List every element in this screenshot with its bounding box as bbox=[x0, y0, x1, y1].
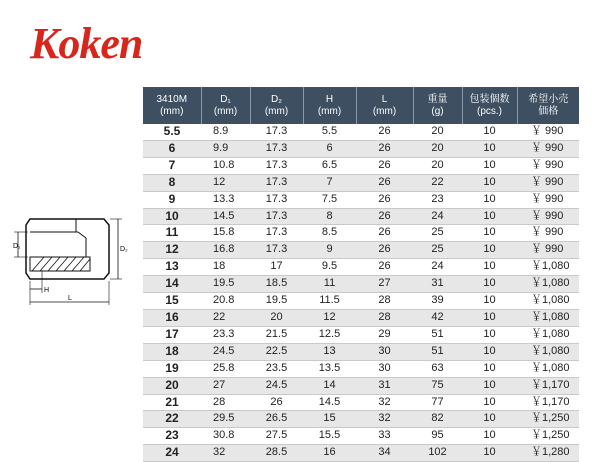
cell-d2: 27.5 bbox=[250, 428, 303, 445]
cell-d2: 21.5 bbox=[250, 326, 303, 343]
cell-price: ￥ 990 bbox=[517, 242, 579, 259]
cell-d2: 22.5 bbox=[250, 343, 303, 360]
cell-d1: 8.9 bbox=[201, 124, 250, 140]
table-row bbox=[143, 360, 579, 377]
cell-l: 32 bbox=[356, 411, 413, 428]
cell-weight: 82 bbox=[413, 411, 462, 428]
cell-weight: 75 bbox=[413, 377, 462, 394]
cell-pack-qty: 10 bbox=[462, 174, 517, 191]
cell-weight: 24 bbox=[413, 259, 462, 276]
cell-d1: 24.5 bbox=[201, 343, 250, 360]
l-label: L bbox=[68, 295, 72, 302]
cell-h: 16 bbox=[303, 445, 356, 462]
cell-weight: 20 bbox=[413, 157, 462, 174]
cell-size: 9 bbox=[143, 191, 201, 208]
cell-weight: 24 bbox=[413, 208, 462, 225]
socket-dimension-diagram bbox=[8, 205, 133, 315]
cell-size: 16 bbox=[143, 309, 201, 326]
cell-d2: 23.5 bbox=[250, 360, 303, 377]
cell-price: ￥1,280 bbox=[517, 445, 579, 462]
cell-price: ￥1,080 bbox=[517, 293, 579, 310]
cell-d1: 16.8 bbox=[201, 242, 250, 259]
cell-h: 6 bbox=[303, 140, 356, 157]
cell-pack-qty: 10 bbox=[462, 326, 517, 343]
col-header-h: H (mm) bbox=[303, 87, 356, 124]
table-row bbox=[143, 411, 579, 428]
cell-price: ￥ 990 bbox=[517, 191, 579, 208]
cell-size: 20 bbox=[143, 377, 201, 394]
cell-l: 32 bbox=[356, 394, 413, 411]
cell-size: 10 bbox=[143, 208, 201, 225]
cell-l: 31 bbox=[356, 377, 413, 394]
cell-size: 23 bbox=[143, 428, 201, 445]
col-header-d2: D₂ (mm) bbox=[250, 87, 303, 124]
table-row bbox=[143, 208, 579, 225]
cell-price: ￥ 990 bbox=[517, 157, 579, 174]
table-row bbox=[143, 191, 579, 208]
table-row bbox=[143, 445, 579, 462]
cell-size: 14 bbox=[143, 276, 201, 293]
cell-l: 26 bbox=[356, 242, 413, 259]
cell-price: ￥1,080 bbox=[517, 360, 579, 377]
cell-d2: 17.3 bbox=[250, 124, 303, 140]
cell-l: 29 bbox=[356, 326, 413, 343]
cell-h: 11.5 bbox=[303, 293, 356, 310]
cell-size: 11 bbox=[143, 225, 201, 242]
cell-weight: 95 bbox=[413, 428, 462, 445]
cell-d1: 23.3 bbox=[201, 326, 250, 343]
cell-d1: 14.5 bbox=[201, 208, 250, 225]
cell-price: ￥1,080 bbox=[517, 343, 579, 360]
cell-d2: 18.5 bbox=[250, 276, 303, 293]
cell-price: ￥1,250 bbox=[517, 411, 579, 428]
cell-d1: 13.3 bbox=[201, 191, 250, 208]
cell-weight: 42 bbox=[413, 309, 462, 326]
cell-l: 28 bbox=[356, 293, 413, 310]
cell-weight: 77 bbox=[413, 394, 462, 411]
cell-d2: 26.5 bbox=[250, 411, 303, 428]
cell-d2: 17.3 bbox=[250, 174, 303, 191]
cell-d1: 29.5 bbox=[201, 411, 250, 428]
cell-pack-qty: 10 bbox=[462, 445, 517, 462]
cell-l: 26 bbox=[356, 124, 413, 140]
cell-l: 26 bbox=[356, 208, 413, 225]
cell-price: ￥ 990 bbox=[517, 124, 579, 140]
cell-size: 17 bbox=[143, 326, 201, 343]
col-header-price: 希望小売 価格 bbox=[517, 87, 579, 124]
cell-d2: 26 bbox=[250, 394, 303, 411]
cell-price: ￥ 990 bbox=[517, 225, 579, 242]
cell-l: 26 bbox=[356, 140, 413, 157]
cell-size: 15 bbox=[143, 293, 201, 310]
cell-weight: 20 bbox=[413, 124, 462, 140]
cell-h: 13 bbox=[303, 343, 356, 360]
cell-h: 13.5 bbox=[303, 360, 356, 377]
cell-pack-qty: 10 bbox=[462, 140, 517, 157]
cell-d2: 28.5 bbox=[250, 445, 303, 462]
col-header-d1: D₁ (mm) bbox=[201, 87, 250, 124]
cell-d1: 32 bbox=[201, 445, 250, 462]
d1-label: D₁ bbox=[13, 243, 21, 250]
cell-l: 26 bbox=[356, 157, 413, 174]
cell-size: 7 bbox=[143, 157, 201, 174]
table-row bbox=[143, 326, 579, 343]
cell-d2: 24.5 bbox=[250, 377, 303, 394]
cell-h: 7.5 bbox=[303, 191, 356, 208]
table-row bbox=[143, 394, 579, 411]
cell-l: 33 bbox=[356, 428, 413, 445]
cell-l: 28 bbox=[356, 309, 413, 326]
cell-l: 26 bbox=[356, 191, 413, 208]
cell-weight: 20 bbox=[413, 140, 462, 157]
cell-weight: 22 bbox=[413, 174, 462, 191]
cell-price: ￥ 990 bbox=[517, 174, 579, 191]
cell-h: 8.5 bbox=[303, 225, 356, 242]
table-row bbox=[143, 225, 579, 242]
cell-price: ￥1,170 bbox=[517, 377, 579, 394]
cell-d2: 20 bbox=[250, 309, 303, 326]
cell-d2: 17.3 bbox=[250, 157, 303, 174]
cell-d1: 15.8 bbox=[201, 225, 250, 242]
col-header-l: L (mm) bbox=[356, 87, 413, 124]
cell-price: ￥ 990 bbox=[517, 140, 579, 157]
cell-d1: 27 bbox=[201, 377, 250, 394]
table-row bbox=[143, 343, 579, 360]
cell-l: 26 bbox=[356, 225, 413, 242]
table-row bbox=[143, 276, 579, 293]
cell-d1: 20.8 bbox=[201, 293, 250, 310]
cell-d1: 12 bbox=[201, 174, 250, 191]
col-header-pack-qty: 包装個数 (pcs.) bbox=[462, 87, 517, 124]
cell-price: ￥1,170 bbox=[517, 394, 579, 411]
cell-size: 18 bbox=[143, 343, 201, 360]
cell-h: 9.5 bbox=[303, 259, 356, 276]
col-header-size: 3410M (mm) bbox=[143, 87, 201, 124]
cell-h: 6.5 bbox=[303, 157, 356, 174]
cell-h: 14 bbox=[303, 377, 356, 394]
cell-weight: 51 bbox=[413, 326, 462, 343]
cell-price: ￥ 990 bbox=[517, 208, 579, 225]
cell-size: 13 bbox=[143, 259, 201, 276]
cell-size: 24 bbox=[143, 445, 201, 462]
cell-pack-qty: 10 bbox=[462, 411, 517, 428]
cell-d2: 17.3 bbox=[250, 242, 303, 259]
d2-label: D₂ bbox=[120, 246, 128, 253]
table-header-row bbox=[143, 87, 579, 124]
cell-price: ￥1,080 bbox=[517, 326, 579, 343]
cell-d1: 25.8 bbox=[201, 360, 250, 377]
h-label: H bbox=[44, 287, 50, 294]
cell-pack-qty: 10 bbox=[462, 259, 517, 276]
cell-d1: 22 bbox=[201, 309, 250, 326]
cell-price: ￥1,080 bbox=[517, 276, 579, 293]
cell-size: 12 bbox=[143, 242, 201, 259]
cell-h: 5.5 bbox=[303, 124, 356, 140]
cell-pack-qty: 10 bbox=[462, 360, 517, 377]
cell-price: ￥1,250 bbox=[517, 428, 579, 445]
cell-d1: 10.8 bbox=[201, 157, 250, 174]
cell-pack-qty: 10 bbox=[462, 394, 517, 411]
cell-pack-qty: 10 bbox=[462, 276, 517, 293]
cell-h: 15.5 bbox=[303, 428, 356, 445]
cell-l: 26 bbox=[356, 259, 413, 276]
cell-weight: 31 bbox=[413, 276, 462, 293]
table-row bbox=[143, 174, 579, 191]
brand-logo: Koken bbox=[30, 19, 143, 68]
cell-l: 26 bbox=[356, 174, 413, 191]
table-row bbox=[143, 293, 579, 310]
cell-size: 21 bbox=[143, 394, 201, 411]
cell-size: 19 bbox=[143, 360, 201, 377]
cell-d2: 17.3 bbox=[250, 225, 303, 242]
cell-size: 6 bbox=[143, 140, 201, 157]
socket-spec-table bbox=[143, 87, 579, 462]
col-header-weight: 重量 (g) bbox=[413, 87, 462, 124]
cell-h: 9 bbox=[303, 242, 356, 259]
cell-h: 11 bbox=[303, 276, 356, 293]
cell-h: 15 bbox=[303, 411, 356, 428]
cell-d2: 17.3 bbox=[250, 140, 303, 157]
table-row bbox=[143, 140, 579, 157]
cell-pack-qty: 10 bbox=[462, 208, 517, 225]
cell-size: 8 bbox=[143, 174, 201, 191]
cell-weight: 25 bbox=[413, 225, 462, 242]
cell-price: ￥1,080 bbox=[517, 309, 579, 326]
cell-price: ￥1,080 bbox=[517, 259, 579, 276]
cell-h: 14.5 bbox=[303, 394, 356, 411]
cell-pack-qty: 10 bbox=[462, 377, 517, 394]
cell-pack-qty: 10 bbox=[462, 293, 517, 310]
cell-weight: 63 bbox=[413, 360, 462, 377]
cell-pack-qty: 10 bbox=[462, 157, 517, 174]
cell-weight: 102 bbox=[413, 445, 462, 462]
cell-h: 12 bbox=[303, 309, 356, 326]
cell-pack-qty: 10 bbox=[462, 242, 517, 259]
cell-h: 12.5 bbox=[303, 326, 356, 343]
cell-d2: 17 bbox=[250, 259, 303, 276]
table-body bbox=[143, 124, 579, 462]
cell-l: 34 bbox=[356, 445, 413, 462]
table-row bbox=[143, 157, 579, 174]
cell-pack-qty: 10 bbox=[462, 124, 517, 140]
cell-weight: 25 bbox=[413, 242, 462, 259]
cell-pack-qty: 10 bbox=[462, 428, 517, 445]
cell-pack-qty: 10 bbox=[462, 309, 517, 326]
cell-d1: 18 bbox=[201, 259, 250, 276]
table-row bbox=[143, 242, 579, 259]
cell-pack-qty: 10 bbox=[462, 343, 517, 360]
cell-weight: 23 bbox=[413, 191, 462, 208]
cell-pack-qty: 10 bbox=[462, 225, 517, 242]
cell-h: 8 bbox=[303, 208, 356, 225]
table-row bbox=[143, 377, 579, 394]
cell-d2: 19.5 bbox=[250, 293, 303, 310]
cell-d2: 17.3 bbox=[250, 191, 303, 208]
table-row bbox=[143, 124, 579, 140]
cell-d1: 19.5 bbox=[201, 276, 250, 293]
cell-d1: 9.9 bbox=[201, 140, 250, 157]
cell-weight: 39 bbox=[413, 293, 462, 310]
cell-l: 27 bbox=[356, 276, 413, 293]
table-row bbox=[143, 428, 579, 445]
cell-size: 5.5 bbox=[143, 124, 201, 140]
cell-size: 22 bbox=[143, 411, 201, 428]
cell-weight: 51 bbox=[413, 343, 462, 360]
cell-d2: 17.3 bbox=[250, 208, 303, 225]
cell-l: 30 bbox=[356, 360, 413, 377]
cell-d1: 30.8 bbox=[201, 428, 250, 445]
cell-d1: 28 bbox=[201, 394, 250, 411]
cell-h: 7 bbox=[303, 174, 356, 191]
table-row bbox=[143, 259, 579, 276]
cell-l: 30 bbox=[356, 343, 413, 360]
cell-pack-qty: 10 bbox=[462, 191, 517, 208]
table-row bbox=[143, 309, 579, 326]
